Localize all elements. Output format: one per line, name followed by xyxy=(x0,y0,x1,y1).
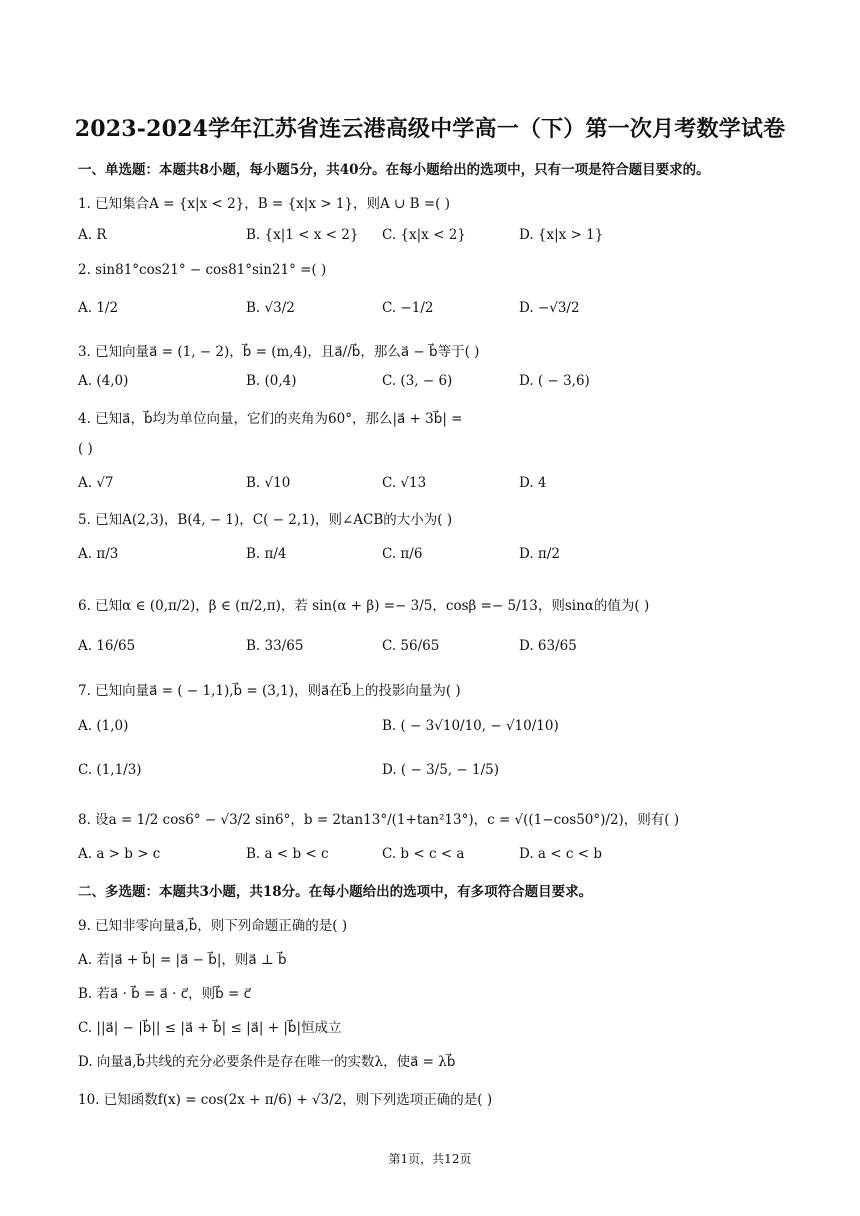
question-4-option-a: A. √7 xyxy=(78,475,114,491)
page-title: 2023-2024学年江苏省连云港高级中学高一（下）第一次月考数学试卷 xyxy=(74,116,786,142)
question-5-option-c: C. π/6 xyxy=(382,546,423,562)
question-7-option-d: D. ( − 3/5, − 1/5) xyxy=(382,762,499,778)
page-footer: 第1页，共12页 xyxy=(388,1152,472,1166)
question-6-option-d: D. 63/65 xyxy=(519,638,577,654)
question-10-stem: 10. 已知函数f(x) = cos(2x + π/6) + √3/2，则下列选项正确的是( ) xyxy=(78,1092,493,1108)
question-6-option-b: B. 33/65 xyxy=(246,638,304,654)
question-9-option-a: A. 若|a⃗ + b⃗| = |a⃗ − b⃗|，则a⃗ ⊥ b⃗ xyxy=(78,952,287,968)
question-2-option-a: A. 1/2 xyxy=(78,300,119,316)
question-3-option-d: D. ( − 3,6) xyxy=(519,373,590,389)
question-6-option-a: A. 16/65 xyxy=(78,638,136,654)
question-7-stem: 7. 已知向量a⃗ = ( − 1,1),b⃗ = (3,1)，则a⃗在b⃗上的投影向量为( ) xyxy=(78,683,461,699)
question-3-option-c: C. (3, − 6) xyxy=(382,373,453,389)
question-3-stem: 3. 已知向量a⃗ = (1, − 2)，b⃗ = (m,4)，且a⃗//b⃗，那么a⃗ − b⃗等于( ) xyxy=(78,344,480,360)
question-5-option-a: A. π/3 xyxy=(78,546,119,562)
question-1-option-c: C. {x|x < 2} xyxy=(382,227,466,243)
question-6-option-c: C. 56/65 xyxy=(382,638,440,654)
question-9-option-b: B. 若a⃗ · b⃗ = a⃗ · c⃗，则b⃗ = c⃗ xyxy=(78,986,252,1002)
question-2-option-c: C. −1/2 xyxy=(382,300,434,316)
question-4-option-b: B. √10 xyxy=(246,475,291,491)
question-7-option-b: B. ( − 3√10/10, − √10/10) xyxy=(382,718,559,734)
question-1-option-a: A. R xyxy=(78,227,107,243)
question-5-option-b: B. π/4 xyxy=(246,546,287,562)
section-heading-single-choice: 一、单选题：本题共8小题，每小题5分，共40分。在每小题给出的选项中，只有一项是符合题目要求的。 xyxy=(78,162,710,178)
question-4-option-d: D. 4 xyxy=(519,475,547,491)
question-2-stem: 2. sin81°cos21° − cos81°sin21° =( ) xyxy=(78,262,327,278)
question-3-option-b: B. (0,4) xyxy=(246,373,297,389)
question-5-stem: 5. 已知A(2,3)，B(4, − 1)，C( − 2,1)，则∠ACB的大小为( ) xyxy=(78,512,453,528)
question-8-option-b: B. a < b < c xyxy=(246,846,329,862)
question-3-option-a: A. (4,0) xyxy=(78,373,129,389)
question-7-option-c: C. (1,1/3) xyxy=(78,762,142,778)
question-8-option-d: D. a < c < b xyxy=(519,846,602,862)
question-8-option-c: C. b < c < a xyxy=(382,846,465,862)
question-6-stem: 6. 已知α ∈ (0,π/2)，β ∈ (π/2,π)，若 sin(α + β) =− 3/5，cosβ =− 5/13，则sinα的值为( ) xyxy=(78,598,650,614)
section-heading-multiple-choice: 二、多选题：本题共3小题，共18分。在每小题给出的选项中，有多项符合题目要求。 xyxy=(78,884,593,900)
question-4-option-c: C. √13 xyxy=(382,475,427,491)
question-4-stem-continued: ( ) xyxy=(78,441,93,457)
question-9-option-d: D. 向量a⃗,b⃗共线的充分必要条件是存在唯一的实数λ，使a⃗ = λb⃗ xyxy=(78,1054,456,1070)
question-9-stem: 9. 已知非零向量a⃗,b⃗，则下列命题正确的是( ) xyxy=(78,918,348,934)
question-4-stem: 4. 已知a⃗，b⃗均为单位向量，它们的夹角为60°，那么|a⃗ + 3b⃗| = xyxy=(78,411,463,427)
question-5-option-d: D. π/2 xyxy=(519,546,560,562)
question-7-option-a: A. (1,0) xyxy=(78,718,129,734)
question-1-option-d: D. {x|x > 1} xyxy=(519,227,604,243)
question-1-stem: 1. 已知集合A = {x|x < 2}，B = {x|x > 1}，则A ∪ B =( ) xyxy=(78,196,450,212)
question-2-option-b: B. √3/2 xyxy=(246,300,295,316)
question-9-option-c: C. ||a⃗| − |b⃗|| ≤ |a⃗ + b⃗| ≤ |a⃗| + |b⃗|恒成立 xyxy=(78,1020,342,1036)
question-8-option-a: A. a > b > c xyxy=(78,846,161,862)
question-2-option-d: D. −√3/2 xyxy=(519,300,580,316)
question-1-option-b: B. {x|1 < x < 2} xyxy=(246,227,359,243)
question-8-stem: 8. 设a = 1/2 cos6° − √3/2 sin6°，b = 2tan13°/(1+tan²13°)，c = √((1−cos50°)/2)，则有( ) xyxy=(78,812,680,828)
